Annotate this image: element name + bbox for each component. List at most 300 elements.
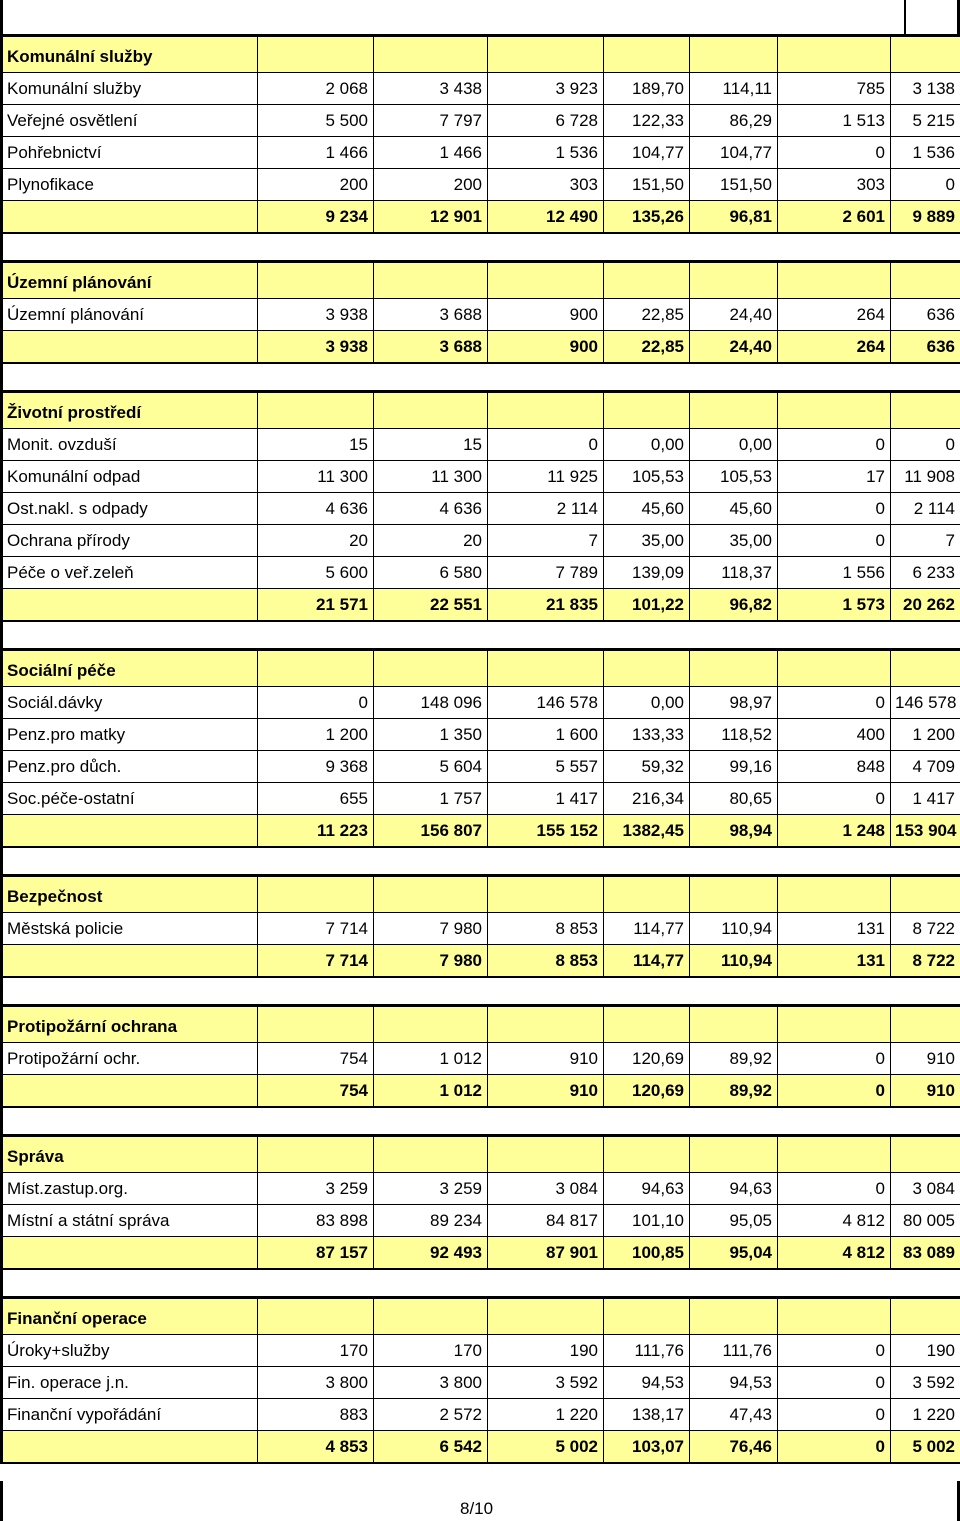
row-value: 3 259 [258,1173,374,1205]
empty-cell [488,877,604,913]
total-value: 1 248 [778,815,891,848]
row-value: 1 556 [778,557,891,589]
section-table [0,1299,960,1464]
row-label: Soc.péče-ostatní [2,783,258,815]
empty-cell [891,263,960,299]
total-value: 131 [778,945,891,978]
row-value: 99,16 [690,751,778,783]
row-value: 3 259 [374,1173,488,1205]
row-value: 111,76 [604,1335,690,1367]
empty-cell [891,37,960,73]
empty-cell [604,393,690,429]
empty-cell [778,363,891,390]
spacer-row [2,977,960,1004]
row-value: 200 [258,169,374,201]
total-value: 20 262 [891,589,960,622]
row-value: 4 812 [778,1205,891,1237]
row-value: 105,53 [690,461,778,493]
section-total-row [2,201,960,234]
section-table [0,393,960,648]
row-value: 400 [778,719,891,751]
row-value: 104,77 [604,137,690,169]
empty-cell [690,877,778,913]
section-title-row [2,1299,960,1335]
empty-cell [690,233,778,260]
row-value: 5 215 [891,105,960,137]
empty-cell [258,363,374,390]
empty-cell [488,37,604,73]
row-value: 120,69 [604,1043,690,1075]
empty-cell [604,1299,690,1335]
empty-cell [2,945,258,978]
row-value: 1 513 [778,105,891,137]
empty-cell [2,977,258,1004]
row-value: 910 [488,1043,604,1075]
row-value: 190 [891,1335,960,1367]
row-value: 15 [374,429,488,461]
row-value: 151,50 [690,169,778,201]
row-label: Protipožární ochr. [2,1043,258,1075]
spacer-row [2,1269,960,1296]
total-value: 5 002 [488,1431,604,1464]
empty-cell [374,877,488,913]
empty-cell [604,847,690,874]
row-value: 94,63 [604,1173,690,1205]
row-value: 3 084 [488,1173,604,1205]
section-title-row [2,393,960,429]
row-value: 7 797 [374,105,488,137]
empty-cell [690,1007,778,1043]
empty-cell [778,847,891,874]
row-value: 11 908 [891,461,960,493]
total-value: 22,85 [604,331,690,364]
total-value: 12 490 [488,201,604,234]
empty-cell [374,1107,488,1134]
row-value: 636 [891,299,960,331]
section-title-row [2,877,960,913]
total-value: 87 157 [258,1237,374,1270]
empty-cell [2,363,258,390]
empty-cell [258,1107,374,1134]
total-value: 636 [891,331,960,364]
row-value: 216,34 [604,783,690,815]
sheet-top-edge [0,0,960,37]
row-value: 1 220 [488,1399,604,1431]
empty-cell [891,651,960,687]
row-value: 5 600 [258,557,374,589]
empty-cell [2,201,258,234]
section-title: Sociální péče [2,651,258,687]
total-value: 96,82 [690,589,778,622]
row-value: 94,53 [690,1367,778,1399]
empty-cell [604,233,690,260]
row-value: 3 923 [488,73,604,105]
row-value: 1 220 [891,1399,960,1431]
row-value: 1 466 [258,137,374,169]
total-value: 3 938 [258,331,374,364]
section-table [0,1137,960,1296]
row-value: 110,94 [690,913,778,945]
row-value: 3 084 [891,1173,960,1205]
row-value: 0 [778,493,891,525]
empty-cell [891,1137,960,1173]
row-value: 22,85 [604,299,690,331]
empty-cell [258,1007,374,1043]
total-value: 8 722 [891,945,960,978]
total-value: 12 901 [374,201,488,234]
empty-cell [604,1137,690,1173]
total-value: 5 002 [891,1431,960,1464]
empty-cell [891,1299,960,1335]
section-table [0,1007,960,1134]
empty-cell [604,263,690,299]
empty-cell [258,651,374,687]
empty-cell [374,1299,488,1335]
row-label: Ochrana přírody [2,525,258,557]
row-label: Fin. operace j.n. [2,1367,258,1399]
row-value: 5 557 [488,751,604,783]
section-total-row [2,1075,960,1108]
row-value: 2 114 [891,493,960,525]
row-value: 1 200 [891,719,960,751]
empty-cell [2,1269,258,1296]
empty-cell [604,621,690,648]
empty-cell [690,393,778,429]
row-value: 11 300 [258,461,374,493]
row-value: 94,53 [604,1367,690,1399]
row-value: 20 [258,525,374,557]
row-value: 80 005 [891,1205,960,1237]
empty-cell [488,1137,604,1173]
row-value: 24,40 [690,299,778,331]
row-value: 17 [778,461,891,493]
row-value: 131 [778,913,891,945]
row-value: 111,76 [690,1335,778,1367]
empty-cell [690,621,778,648]
empty-cell [778,1007,891,1043]
section [0,1299,960,1464]
total-value: 11 223 [258,815,374,848]
section [0,393,960,651]
table-row [2,105,960,137]
section-title: Finanční operace [2,1299,258,1335]
row-value: 1 200 [258,719,374,751]
row-value: 0 [778,1173,891,1205]
row-value: 1 757 [374,783,488,815]
empty-cell [604,363,690,390]
empty-cell [690,263,778,299]
row-value: 151,50 [604,169,690,201]
empty-cell [488,393,604,429]
row-value: 139,09 [604,557,690,589]
total-value: 83 089 [891,1237,960,1270]
empty-cell [604,1107,690,1134]
row-value: 0 [778,137,891,169]
section-table [0,37,960,260]
row-label: Komunální odpad [2,461,258,493]
row-value: 9 368 [258,751,374,783]
row-value: 83 898 [258,1205,374,1237]
row-value: 1 600 [488,719,604,751]
spacer-row [2,1107,960,1134]
empty-cell [2,1075,258,1108]
row-value: 114,11 [690,73,778,105]
empty-cell [778,1137,891,1173]
row-value: 7 [488,525,604,557]
row-value: 0,00 [690,429,778,461]
empty-cell [258,1299,374,1335]
row-value: 94,63 [690,1173,778,1205]
row-value: 3 800 [258,1367,374,1399]
empty-cell [374,621,488,648]
row-value: 2 572 [374,1399,488,1431]
section [0,1137,960,1299]
row-value: 2 114 [488,493,604,525]
table-row [2,493,960,525]
empty-cell [374,1007,488,1043]
row-label: Finanční vypořádání [2,1399,258,1431]
total-value: 2 601 [778,201,891,234]
total-value: 89,92 [690,1075,778,1108]
total-value: 22 551 [374,589,488,622]
row-value: 118,52 [690,719,778,751]
empty-cell [258,1269,374,1296]
empty-cell [891,847,960,874]
empty-cell [2,1107,258,1134]
section [0,1007,960,1137]
row-value: 11 300 [374,461,488,493]
row-value: 0 [778,687,891,719]
empty-cell [488,263,604,299]
row-value: 114,77 [604,913,690,945]
empty-cell [2,815,258,848]
total-value: 153 904 [891,815,960,848]
row-value: 89,92 [690,1043,778,1075]
empty-cell [374,847,488,874]
row-value: 47,43 [690,1399,778,1431]
total-value: 24,40 [690,331,778,364]
row-value: 3 438 [374,73,488,105]
row-value: 146 578 [891,687,960,719]
empty-cell [891,977,960,1004]
total-value: 0 [778,1431,891,1464]
empty-cell [778,977,891,1004]
empty-cell [690,1269,778,1296]
row-value: 104,77 [690,137,778,169]
empty-cell [778,651,891,687]
row-value: 3 688 [374,299,488,331]
empty-cell [374,977,488,1004]
row-value: 754 [258,1043,374,1075]
row-value: 8 853 [488,913,604,945]
total-value: 103,07 [604,1431,690,1464]
row-value: 146 578 [488,687,604,719]
row-value: 7 [891,525,960,557]
table-row [2,429,960,461]
row-value: 80,65 [690,783,778,815]
empty-cell [488,1299,604,1335]
row-value: 138,17 [604,1399,690,1431]
total-value: 7 980 [374,945,488,978]
sections-container [0,37,960,1464]
page-footer [0,1481,960,1521]
row-value: 7 714 [258,913,374,945]
total-value: 95,04 [690,1237,778,1270]
row-value: 45,60 [604,493,690,525]
empty-cell [2,233,258,260]
total-value: 98,94 [690,815,778,848]
total-value: 96,81 [690,201,778,234]
row-value: 1 417 [488,783,604,815]
row-value: 5 500 [258,105,374,137]
total-value: 9 234 [258,201,374,234]
empty-cell [604,877,690,913]
empty-cell [374,651,488,687]
empty-cell [488,847,604,874]
empty-cell [891,1269,960,1296]
row-value: 264 [778,299,891,331]
total-value: 1382,45 [604,815,690,848]
row-label: Plynofikace [2,169,258,201]
row-value: 848 [778,751,891,783]
empty-cell [258,393,374,429]
spacer-row [2,621,960,648]
section-title: Životní prostředí [2,393,258,429]
table-row [2,719,960,751]
empty-cell [258,263,374,299]
total-value: 156 807 [374,815,488,848]
empty-cell [690,363,778,390]
table-row [2,461,960,493]
row-value: 883 [258,1399,374,1431]
empty-cell [690,977,778,1004]
row-value: 6 580 [374,557,488,589]
row-label: Penz.pro matky [2,719,258,751]
section [0,37,960,263]
row-label: Penz.pro důch. [2,751,258,783]
empty-cell [258,233,374,260]
section [0,877,960,1007]
table-row [2,73,960,105]
row-value: 4 636 [258,493,374,525]
empty-cell [374,37,488,73]
row-value: 3 800 [374,1367,488,1399]
row-value: 0 [778,1043,891,1075]
table-row [2,1399,960,1431]
empty-cell [374,1137,488,1173]
empty-cell [258,37,374,73]
row-value: 1 350 [374,719,488,751]
total-value: 900 [488,331,604,364]
empty-cell [2,589,258,622]
empty-cell [778,1299,891,1335]
total-value: 8 853 [488,945,604,978]
table-row [2,1335,960,1367]
total-value: 9 889 [891,201,960,234]
row-value: 1 012 [374,1043,488,1075]
section-title: Komunální služby [2,37,258,73]
empty-cell [604,37,690,73]
row-value: 3 138 [891,73,960,105]
table-row [2,1205,960,1237]
total-value: 92 493 [374,1237,488,1270]
row-value: 785 [778,73,891,105]
table-row [2,913,960,945]
empty-cell [690,651,778,687]
empty-cell [604,977,690,1004]
empty-cell [488,977,604,1004]
row-value: 11 925 [488,461,604,493]
row-value: 8 722 [891,913,960,945]
total-value: 21 835 [488,589,604,622]
row-value: 105,53 [604,461,690,493]
section-title-row [2,1137,960,1173]
row-value: 200 [374,169,488,201]
total-value: 910 [891,1075,960,1108]
row-label: Veřejné osvětlení [2,105,258,137]
empty-cell [488,1007,604,1043]
section-title-row [2,651,960,687]
row-value: 0 [778,783,891,815]
empty-cell [891,363,960,390]
table-row [2,299,960,331]
row-label: Péče o veř.zeleň [2,557,258,589]
row-value: 35,00 [690,525,778,557]
empty-cell [778,263,891,299]
table-row [2,1043,960,1075]
row-value: 15 [258,429,374,461]
empty-cell [488,621,604,648]
empty-cell [488,1269,604,1296]
row-value: 1 536 [891,137,960,169]
spacer-row [2,847,960,874]
table-row [2,557,960,589]
row-label: Monit. ovzduší [2,429,258,461]
row-value: 4 636 [374,493,488,525]
row-value: 35,00 [604,525,690,557]
row-value: 3 592 [891,1367,960,1399]
row-value: 6 728 [488,105,604,137]
row-value: 3 938 [258,299,374,331]
section-total-row [2,1237,960,1270]
total-value: 101,22 [604,589,690,622]
table-row [2,169,960,201]
table-row [2,137,960,169]
table-row [2,751,960,783]
empty-cell [374,393,488,429]
empty-cell [891,233,960,260]
row-value: 0 [891,169,960,201]
row-value: 1 417 [891,783,960,815]
row-label: Územní plánování [2,299,258,331]
row-value: 0,00 [604,687,690,719]
row-value: 20 [374,525,488,557]
row-value: 101,10 [604,1205,690,1237]
row-value: 189,70 [604,73,690,105]
row-label: Úroky+služby [2,1335,258,1367]
total-value: 110,94 [690,945,778,978]
row-label: Městská policie [2,913,258,945]
row-value: 0 [778,1335,891,1367]
total-value: 100,85 [604,1237,690,1270]
row-value: 0 [258,687,374,719]
empty-cell [778,37,891,73]
section-total-row [2,331,960,364]
row-value: 1 536 [488,137,604,169]
section [0,263,960,393]
row-value: 0 [778,1399,891,1431]
total-value: 3 688 [374,331,488,364]
